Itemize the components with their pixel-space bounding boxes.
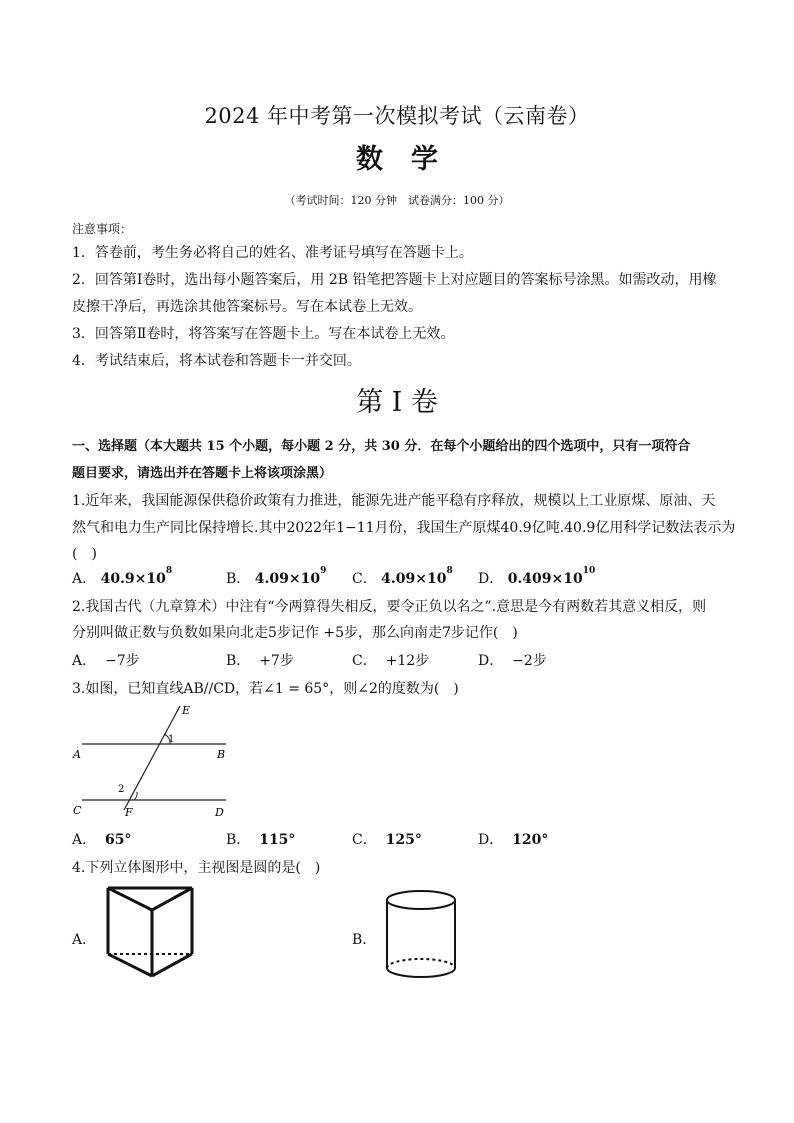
question-1-text: ( ) — [72, 546, 97, 562]
label-angle-1: 1 — [168, 734, 175, 745]
option-label: B． — [226, 653, 251, 669]
option-a — [72, 829, 132, 849]
exam-title: 2024 年中考第一次模拟考试（云南卷） — [204, 104, 590, 128]
option-a — [72, 650, 140, 670]
prism-top-face — [108, 888, 192, 910]
option-label: D． — [478, 653, 504, 669]
option-value: 40.9×10 — [100, 571, 166, 587]
subject-title: 数学 — [356, 144, 466, 175]
question-3-text: 3.如图，已知直线AB//CD，若∠1 = 65°，则∠2的度数为( ) — [72, 681, 459, 697]
option-b — [226, 829, 295, 849]
option-b — [226, 650, 294, 670]
label-b: B — [217, 748, 226, 761]
option-value: 125° — [385, 832, 422, 848]
option-c — [352, 829, 422, 849]
cylinder-bottom-front — [387, 968, 455, 977]
option-c — [352, 650, 429, 670]
option-a — [72, 568, 172, 588]
option-label: C． — [352, 653, 377, 669]
option-a-label: A． — [72, 932, 97, 948]
label-e: E — [182, 704, 191, 717]
section-heading: 题目要求，请选出并在答题卡上将该项涂黑） — [72, 466, 333, 481]
question-4-text: 4.下列立体图形中，主视图是圆的是( ) — [72, 860, 321, 876]
option-label: B． — [226, 571, 251, 587]
option-value: +7步 — [259, 653, 294, 669]
label-c: C — [73, 804, 82, 817]
option-value: 4.09×10 — [381, 571, 447, 587]
notes-heading: 注意事项： — [72, 222, 133, 236]
option-value: −7步 — [105, 653, 140, 669]
option-label: A． — [72, 653, 97, 669]
cylinder-figure — [382, 888, 460, 984]
cylinder-top — [387, 891, 455, 909]
question-1-text: 然气和电力生产同比保持增长.其中2022年1−11月份，我国生产原煤40.9亿吨.40.9亿用科学记数法表示为 — [72, 520, 736, 536]
option-label: C． — [352, 832, 377, 848]
note-item: 3．回答第Ⅱ卷时，将答案写在答题卡上。写在本试卷上无效。 — [72, 326, 455, 342]
option-label: C． — [352, 571, 377, 587]
option-label: D． — [478, 832, 504, 848]
question-1-text: 1.近年来，我国能源保供稳价政策有力推进，能源先进产能平稳有序释放，规模以上工业原煤、原油、天 — [72, 493, 716, 509]
question-2-text: 2.我国古代（九章算术）中注有“今两算得失相反，要令正负以名之”.意思是今有两数若其意义相反，则 — [72, 599, 707, 615]
option-label: A． — [72, 571, 97, 587]
section-heading: 一、选择题（本大题共 15 个小题，每小题 2 分，共 30 分．在每个小题给出的四个选项中，只有一项符合 — [72, 439, 691, 454]
option-value: 0.409×10 — [507, 571, 583, 587]
option-value: 4.09×10 — [254, 571, 321, 587]
option-d — [478, 829, 548, 849]
label-a: A — [73, 748, 81, 761]
label-f: F — [125, 806, 133, 819]
option-label: B． — [226, 832, 251, 848]
option-exponent: 10 — [582, 566, 596, 576]
label-angle-2: 2 — [118, 784, 125, 795]
option-value: 65° — [105, 832, 132, 848]
question-2-text: 分别叫做正数与负数如果向北走5步记作 +5步，那么向南走7步记作( ) — [72, 625, 518, 641]
option-b-label: B． — [352, 932, 377, 948]
option-label: A． — [72, 832, 97, 848]
option-d — [478, 650, 547, 670]
prism-bottom-edge — [152, 954, 192, 976]
transversal-ef — [124, 706, 180, 810]
note-item: 2．回答第Ⅰ卷时，选出每小题答案后，用 2B 铅笔把答题卡上对应题目的答案标号涂黑。如需改动，用橡 — [72, 272, 717, 288]
note-item: 1．答卷前，考生务必将自己的姓名、准考证号填写在答题卡上。 — [72, 245, 473, 261]
note-item: 皮擦干净后，再选涂其他答案标号。写在本试卷上无效。 — [72, 299, 422, 315]
prism-bottom-edge — [108, 954, 152, 976]
angle-2-arc — [134, 792, 137, 800]
triangular-prism-figure — [104, 884, 196, 980]
option-d — [478, 568, 595, 588]
option-c — [352, 568, 453, 588]
option-value: 120° — [512, 832, 549, 848]
option-label: D． — [478, 571, 504, 587]
option-exponent: 8 — [446, 566, 453, 576]
section-title: 第 I 卷 — [356, 387, 438, 418]
parallel-lines-figure — [70, 702, 230, 822]
option-exponent: 8 — [165, 566, 173, 576]
cylinder-bottom-hidden — [387, 959, 455, 968]
option-exponent: 9 — [320, 566, 327, 576]
exam-info: （考试时间：120 分钟 试卷满分：100 分） — [284, 194, 510, 207]
label-d: D — [215, 806, 224, 819]
option-b — [226, 568, 326, 588]
option-value: 115° — [259, 832, 296, 848]
option-value: −2步 — [512, 653, 547, 669]
note-item: 4．考试结束后，将本试卷和答题卡一并交回。 — [72, 353, 361, 369]
option-value: +12步 — [385, 653, 430, 669]
